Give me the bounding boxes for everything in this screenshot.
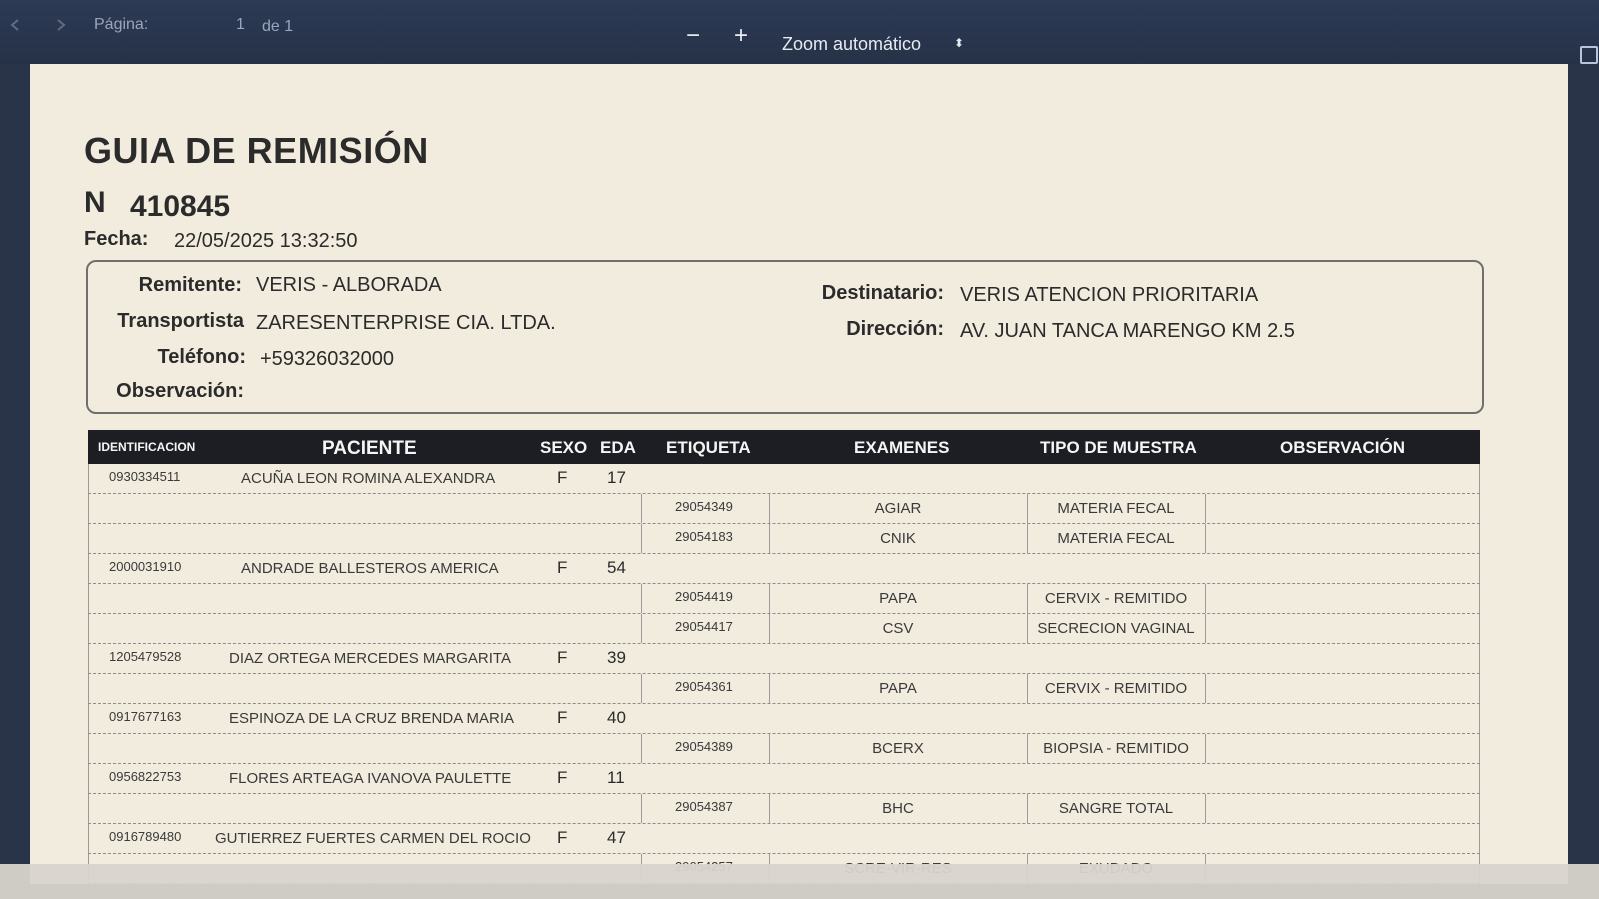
header-sexo: SEXO (540, 438, 588, 457)
document-title: GUIA DE REMISIÓN (84, 130, 429, 171)
table-row (88, 584, 1480, 614)
table-row (88, 614, 1480, 644)
patient-sex: F (557, 768, 568, 787)
number-label: N (84, 186, 106, 219)
exam-code: CSV (882, 620, 914, 637)
chevron-updown-icon[interactable]: ⬍ (954, 36, 965, 50)
exam-code: BHC (882, 800, 914, 817)
exam-code: PAPA (879, 590, 917, 607)
print-icon[interactable] (1580, 46, 1598, 64)
patient-sex: F (557, 828, 568, 847)
header-identificacion: IDENTIFICACION (98, 440, 196, 454)
remitente-value: VERIS - ALBORADA (256, 274, 442, 296)
exam-label: 29054417 (675, 619, 733, 634)
telefono-value: +59326032000 (260, 348, 395, 370)
patient-id: 0917677163 (109, 709, 182, 724)
patient-sex: F (557, 648, 568, 667)
table-row (88, 674, 1480, 704)
table-row (88, 524, 1480, 554)
zoom-in-button[interactable]: + (734, 22, 749, 49)
exam-label: 29054349 (675, 499, 733, 514)
destinatario-value: VERIS ATENCION PRIORITARIA (960, 284, 1259, 306)
sample-type: BIOPSIA - REMITIDO (1043, 740, 1189, 757)
patient-sex: F (557, 468, 568, 487)
patient-name: FLORES ARTEAGA IVANOVA PAULETTE (229, 770, 512, 787)
patient-id: 0956822753 (109, 769, 182, 784)
table-row (88, 494, 1480, 524)
patient-name: GUTIERREZ FUERTES CARMEN DEL ROCIO (215, 830, 531, 847)
zoom-select[interactable]: Zoom automático (782, 34, 922, 54)
header-eda: EDA (600, 438, 636, 457)
header-etiqueta: ETIQUETA (666, 438, 751, 457)
sample-type: CERVIX - REMITIDO (1044, 590, 1188, 607)
patient-sex: F (557, 708, 568, 727)
exam-label: 29054183 (675, 529, 733, 544)
sample-type: CERVIX - REMITIDO (1044, 680, 1188, 697)
patient-age: 39 (607, 648, 626, 667)
fecha-value: 22/05/2025 13:32:50 (174, 230, 358, 252)
sample-type: SANGRE TOTAL (1058, 800, 1174, 817)
exam-label: 29054389 (675, 739, 733, 754)
patient-age: 47 (607, 828, 626, 847)
header-observacion: OBSERVACIÓN (1280, 438, 1406, 457)
patient-age: 11 (607, 768, 625, 787)
document-page (30, 64, 1568, 884)
table-row (88, 554, 1480, 584)
exam-label: 29054419 (675, 589, 733, 604)
patient-name: DIAZ ORTEGA MERCEDES MARGARITA (229, 650, 511, 667)
exam-label: 29054361 (675, 679, 733, 694)
patient-id: 0916789480 (109, 829, 182, 844)
table-header (88, 430, 1480, 464)
exam-code: PAPA (879, 680, 917, 697)
patient-age: 17 (607, 468, 626, 487)
patient-name: ESPINOZA DE LA CRUZ BRENDA MARIA (229, 710, 515, 727)
pdf-viewer-toolbar (0, 0, 1599, 64)
transportista-value: ZARESENTERPRISE CIA. LTDA. (256, 312, 556, 334)
table-row (88, 794, 1480, 824)
header-examenes: EXAMENES (854, 438, 950, 457)
patient-sex: F (557, 558, 568, 577)
exam-code: AGIAR (874, 500, 922, 517)
patient-id: 1205479528 (109, 649, 182, 664)
table-row (88, 704, 1480, 734)
sample-type: MATERIA FECAL (1057, 500, 1175, 517)
patient-id: 2000031910 (109, 559, 182, 574)
transportista-label: Transportista (117, 310, 244, 332)
document-number: 410845 (130, 190, 231, 223)
table-row (88, 824, 1480, 854)
exam-code: BCERX (872, 740, 924, 757)
samples-table (88, 430, 1480, 884)
exam-code: CNIK (880, 530, 916, 547)
previous-page-icon[interactable] (8, 18, 22, 32)
table-row (88, 464, 1480, 494)
table-row (88, 734, 1480, 764)
page-label: Página: (94, 16, 149, 33)
page-number-input[interactable]: 1 (236, 16, 245, 33)
patient-age: 40 (607, 708, 626, 727)
zoom-out-button[interactable]: − (686, 22, 701, 49)
exam-label: 29054387 (675, 799, 733, 814)
direccion-value: AV. JUAN TANCA MARENGO KM 2.5 (960, 320, 1295, 342)
sample-type: SECRECION VAGINAL (1037, 620, 1195, 637)
patient-id: 0930334511 (109, 469, 181, 484)
next-page-icon[interactable] (54, 18, 68, 32)
header-paciente: PACIENTE (322, 438, 417, 459)
direccion-label: Dirección: (846, 318, 944, 340)
header-tipo-muestra: TIPO DE MUESTRA (1040, 438, 1197, 457)
patient-age: 54 (607, 558, 626, 577)
table-row (88, 644, 1480, 674)
sample-type: MATERIA FECAL (1057, 530, 1175, 547)
shipment-info-box (86, 260, 1484, 414)
observacion-label: Observación: (116, 380, 244, 402)
horizontal-scrollbar[interactable] (0, 864, 1599, 899)
remitente-label: Remitente: (138, 274, 242, 296)
table-row (88, 764, 1480, 794)
patient-name: ACUÑA LEON ROMINA ALEXANDRA (241, 470, 496, 487)
telefono-label: Teléfono: (157, 346, 246, 368)
fecha-label: Fecha: (84, 228, 149, 250)
destinatario-label: Destinatario: (821, 282, 944, 304)
page-count: de 1 (262, 18, 294, 35)
patient-name: ANDRADE BALLESTEROS AMERICA (241, 560, 499, 577)
